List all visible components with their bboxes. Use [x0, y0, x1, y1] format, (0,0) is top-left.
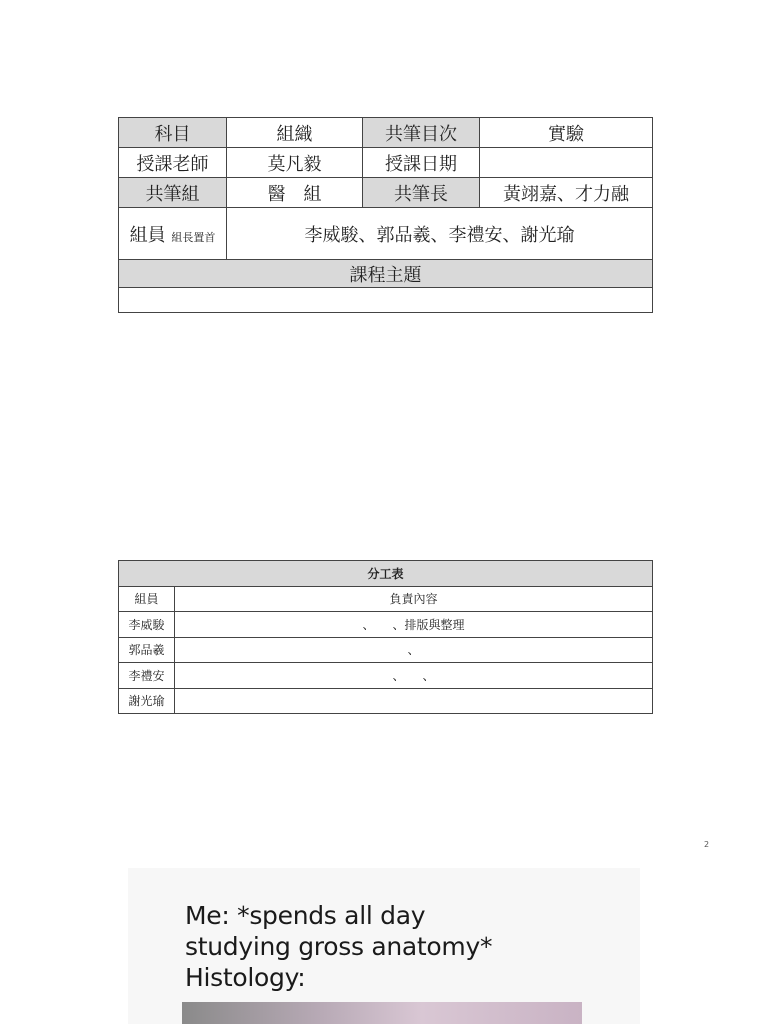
work-table-title: 分工表: [119, 561, 653, 587]
info-row-group: [119, 178, 653, 208]
work-table-header-row: [119, 586, 653, 612]
table-row: [119, 612, 653, 638]
date-label: 授課日期: [363, 148, 480, 178]
group-label: 共筆組: [119, 178, 227, 208]
subject-label: 科目: [119, 118, 227, 148]
members-note: 組長置首: [171, 230, 216, 244]
meme-caption-line: studying gross anatomy*: [185, 932, 493, 961]
info-row-topic-body: [119, 288, 653, 313]
member-name: 李威駿: [119, 612, 175, 638]
work-table-title-row: [119, 561, 653, 587]
note-number-value: 實驗: [480, 118, 653, 148]
members-label: 組員: [129, 224, 166, 246]
page-number: 2: [704, 840, 710, 849]
topic-label: 課程主題: [119, 260, 653, 288]
table-row: [119, 663, 653, 689]
members-label-cell: [119, 208, 227, 260]
members-value: 李威駿、郭品羲、李禮安、謝光瑜: [227, 208, 653, 260]
meme-caption: [185, 900, 625, 993]
table-row: [119, 637, 653, 663]
member-duty: 、: [175, 637, 653, 663]
member-name: 李禮安: [119, 663, 175, 689]
group-value: 醫 組: [227, 178, 363, 208]
subject-value: 組織: [227, 118, 363, 148]
table-row: [119, 688, 653, 714]
note-number-label: 共筆目次: [363, 118, 480, 148]
member-duty: [175, 688, 653, 714]
meme-image: [128, 868, 640, 1024]
info-row-topic-header: [119, 260, 653, 288]
meme-photo: [182, 1002, 582, 1024]
meme-caption-line: Me: *spends all day: [185, 901, 426, 930]
info-row-members: [119, 208, 653, 260]
meme-caption-line: Histology:: [185, 963, 306, 992]
info-row-teacher: [119, 148, 653, 178]
topic-value: [119, 288, 653, 313]
member-duty: 、 、: [175, 663, 653, 689]
leader-label: 共筆長: [363, 178, 480, 208]
member-duty: 、 、排版與整理: [175, 612, 653, 638]
date-value: [480, 148, 653, 178]
duty-column-header: 負責內容: [175, 586, 653, 612]
teacher-label: 授課老師: [119, 148, 227, 178]
work-division-table: [118, 560, 653, 714]
member-name: 謝光瑜: [119, 688, 175, 714]
info-row-subject: [119, 118, 653, 148]
member-name: 郭品羲: [119, 637, 175, 663]
member-column-header: 組員: [119, 586, 175, 612]
leader-value: 黃翊嘉、才力融: [480, 178, 653, 208]
course-info-table: [118, 117, 653, 313]
teacher-value: 莫凡毅: [227, 148, 363, 178]
